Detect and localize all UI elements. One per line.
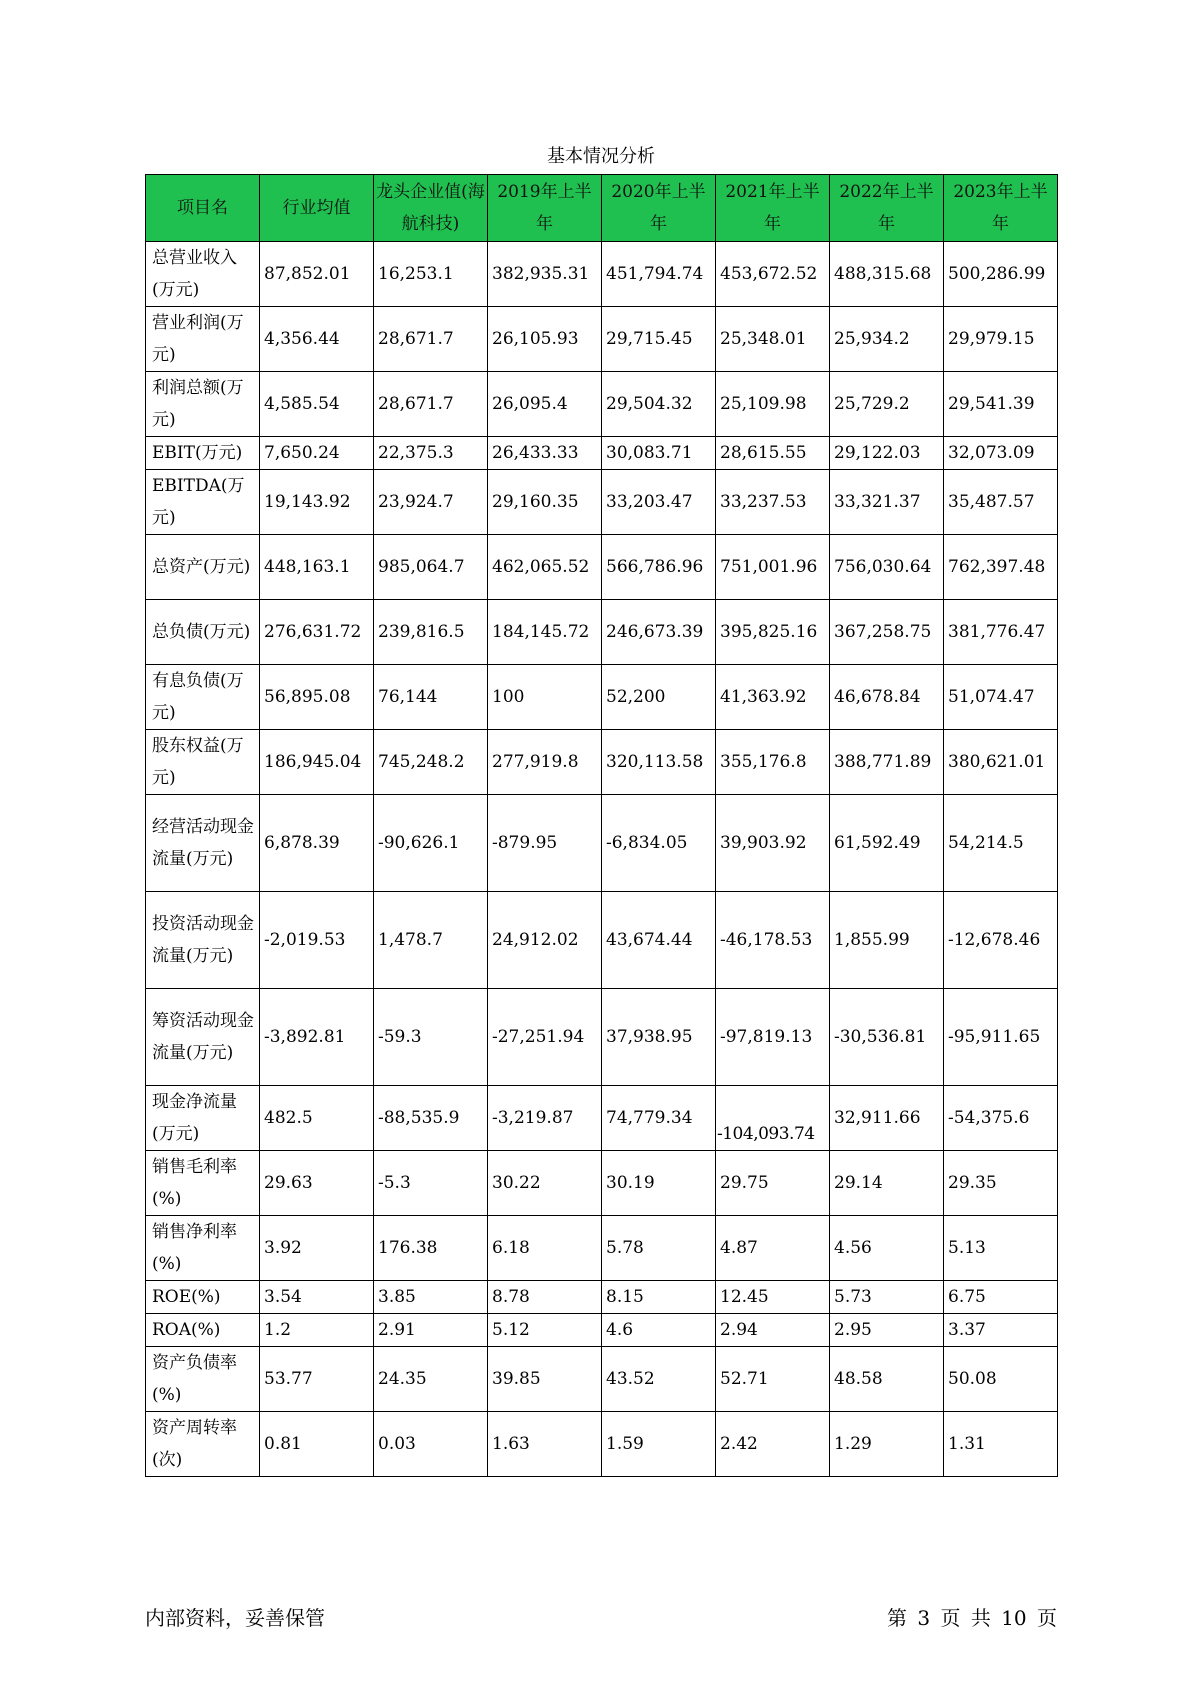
- cell-value: 985,064.7: [374, 535, 488, 600]
- cell-value: 388,771.89: [830, 730, 944, 795]
- cell-value: 756,030.64: [830, 535, 944, 600]
- cell-value: 745,248.2: [374, 730, 488, 795]
- cell-value: 4.56: [830, 1216, 944, 1281]
- table-row: [146, 1314, 1058, 1347]
- cell-value: 28,615.55: [716, 437, 830, 470]
- cell-value: 3.54: [260, 1281, 374, 1314]
- table-row: [146, 989, 1058, 1086]
- cell-value: 46,678.84: [830, 665, 944, 730]
- cell-value: 7,650.24: [260, 437, 374, 470]
- cell-value: 5.78: [602, 1216, 716, 1281]
- cell-value: 1,478.7: [374, 892, 488, 989]
- cell-value: 1.59: [602, 1412, 716, 1477]
- cell-value: 3.37: [944, 1314, 1058, 1347]
- header-cell-2019: 2019年上半年: [488, 175, 602, 242]
- cell-value: 32,911.66: [830, 1086, 944, 1151]
- table-row: [146, 1216, 1058, 1281]
- cell-value: 29.63: [260, 1151, 374, 1216]
- cell-value: 29.14: [830, 1151, 944, 1216]
- cell-value: -88,535.9: [374, 1086, 488, 1151]
- cell-value: 4.6: [602, 1314, 716, 1347]
- row-label: 总营业收入(万元): [146, 242, 260, 307]
- cell-value: 380,621.01: [944, 730, 1058, 795]
- cell-value: 26,105.93: [488, 307, 602, 372]
- row-label: 股东权益(万元): [146, 730, 260, 795]
- table-row: [146, 307, 1058, 372]
- footer-page-number: 第 3 页 共 10 页: [887, 1606, 1057, 1630]
- cell-value: 23,924.7: [374, 470, 488, 535]
- cell-value: -30,536.81: [830, 989, 944, 1086]
- header-cell-2022: 2022年上半年: [830, 175, 944, 242]
- cell-value: 6,878.39: [260, 795, 374, 892]
- cell-value: 500,286.99: [944, 242, 1058, 307]
- cell-value: 25,348.01: [716, 307, 830, 372]
- header-cell-leader: 龙头企业值(海航科技): [374, 175, 488, 242]
- table-row: [146, 437, 1058, 470]
- cell-value: 2.42: [716, 1412, 830, 1477]
- cell-value: 52,200: [602, 665, 716, 730]
- cell-value: 56,895.08: [260, 665, 374, 730]
- cell-value: 8.15: [602, 1281, 716, 1314]
- cell-value: -5.3: [374, 1151, 488, 1216]
- cell-value: 87,852.01: [260, 242, 374, 307]
- cell-value: 39.85: [488, 1347, 602, 1412]
- cell-value: 25,934.2: [830, 307, 944, 372]
- cell-value: 29,715.45: [602, 307, 716, 372]
- header-row: [146, 175, 1058, 242]
- table-row: [146, 1151, 1058, 1216]
- cell-value: -3,219.87: [488, 1086, 602, 1151]
- cell-value: 381,776.47: [944, 600, 1058, 665]
- cell-value: 482.5: [260, 1086, 374, 1151]
- cell-value: 751,001.96: [716, 535, 830, 600]
- cell-value: 100: [488, 665, 602, 730]
- cell-value: -3,892.81: [260, 989, 374, 1086]
- cell-value: 51,074.47: [944, 665, 1058, 730]
- row-label: ROE(%): [146, 1281, 260, 1314]
- row-label: 资产周转率(次): [146, 1412, 260, 1477]
- cell-value: -46,178.53: [716, 892, 830, 989]
- cell-value: 39,903.92: [716, 795, 830, 892]
- cell-value: 29,541.39: [944, 372, 1058, 437]
- table-row: [146, 242, 1058, 307]
- row-label: 总资产(万元): [146, 535, 260, 600]
- cell-value: 29,504.32: [602, 372, 716, 437]
- cell-value: 37,938.95: [602, 989, 716, 1086]
- cell-value: 320,113.58: [602, 730, 716, 795]
- row-label: 有息负债(万元): [146, 665, 260, 730]
- cell-value: 451,794.74: [602, 242, 716, 307]
- cell-value: 41,363.92: [716, 665, 830, 730]
- cell-value: 367,258.75: [830, 600, 944, 665]
- row-label: 利润总额(万元): [146, 372, 260, 437]
- cell-value: 566,786.96: [602, 535, 716, 600]
- cell-value: 462,065.52: [488, 535, 602, 600]
- cell-value: 28,671.7: [374, 307, 488, 372]
- table-row: [146, 1347, 1058, 1412]
- cell-value: -90,626.1: [374, 795, 488, 892]
- cell-value: 2.91: [374, 1314, 488, 1347]
- cell-value: 1.31: [944, 1412, 1058, 1477]
- cell-value: -59.3: [374, 989, 488, 1086]
- cell-value: 33,237.53: [716, 470, 830, 535]
- cell-value: 2.94: [716, 1314, 830, 1347]
- row-label: 筹资活动现金流量(万元): [146, 989, 260, 1086]
- cell-value: 33,203.47: [602, 470, 716, 535]
- cell-value: 0.03: [374, 1412, 488, 1477]
- cell-value: 5.12: [488, 1314, 602, 1347]
- cell-value: 52.71: [716, 1347, 830, 1412]
- cell-value: 5.73: [830, 1281, 944, 1314]
- cell-value: -879.95: [488, 795, 602, 892]
- cell-value: 30,083.71: [602, 437, 716, 470]
- header-cell-item: 项目名: [146, 175, 260, 242]
- table-row: [146, 1281, 1058, 1314]
- header-cell-2021: 2021年上半年: [716, 175, 830, 242]
- cell-value: -54,375.6: [944, 1086, 1058, 1151]
- page-title: 基本情况分析: [547, 146, 655, 167]
- cell-value: 22,375.3: [374, 437, 488, 470]
- cell-value: 19,143.92: [260, 470, 374, 535]
- cell-value: 1.2: [260, 1314, 374, 1347]
- cell-value: 246,673.39: [602, 600, 716, 665]
- cell-value: 2.95: [830, 1314, 944, 1347]
- cell-value: -97,819.13: [716, 989, 830, 1086]
- row-label: ROA(%): [146, 1314, 260, 1347]
- table-row: [146, 730, 1058, 795]
- cell-value: 3.85: [374, 1281, 488, 1314]
- cell-value: 29,160.35: [488, 470, 602, 535]
- cell-value: 239,816.5: [374, 600, 488, 665]
- cell-value: -12,678.46: [944, 892, 1058, 989]
- table-row: [146, 535, 1058, 600]
- table-row: [146, 470, 1058, 535]
- cell-value: 29,979.15: [944, 307, 1058, 372]
- cell-value: 35,487.57: [944, 470, 1058, 535]
- cell-value: 184,145.72: [488, 600, 602, 665]
- cell-value: 4,585.54: [260, 372, 374, 437]
- cell-value: 276,631.72: [260, 600, 374, 665]
- cell-value: 74,779.34: [602, 1086, 716, 1151]
- cell-value: 48.58: [830, 1347, 944, 1412]
- row-label: 现金净流量(万元): [146, 1086, 260, 1151]
- cell-value: 4.87: [716, 1216, 830, 1281]
- cell-value: 12.45: [716, 1281, 830, 1314]
- cell-value: 29.35: [944, 1151, 1058, 1216]
- table-row: [146, 1412, 1058, 1477]
- header-cell-industry-avg: 行业均值: [260, 175, 374, 242]
- cell-value: 6.18: [488, 1216, 602, 1281]
- cell-value: 277,919.8: [488, 730, 602, 795]
- cell-value: -95,911.65: [944, 989, 1058, 1086]
- header-cell-2020: 2020年上半年: [602, 175, 716, 242]
- row-label: 总负债(万元): [146, 600, 260, 665]
- cell-value: 1.63: [488, 1412, 602, 1477]
- cell-value: 25,729.2: [830, 372, 944, 437]
- cell-value: 488,315.68: [830, 242, 944, 307]
- table-row: [146, 372, 1058, 437]
- cell-value: 5.13: [944, 1216, 1058, 1281]
- footer-confidential-note: 内部资料，妥善保管: [145, 1606, 325, 1630]
- cell-value: 24,912.02: [488, 892, 602, 989]
- cell-value: 43.52: [602, 1347, 716, 1412]
- cell-value: 395,825.16: [716, 600, 830, 665]
- cell-value: 382,935.31: [488, 242, 602, 307]
- cell-value: 0.81: [260, 1412, 374, 1477]
- row-label: 资产负债率(%): [146, 1347, 260, 1412]
- cell-value: 43,674.44: [602, 892, 716, 989]
- cell-value: 30.22: [488, 1151, 602, 1216]
- cell-value: 453,672.52: [716, 242, 830, 307]
- cell-value: 26,095.4: [488, 372, 602, 437]
- cell-value: 1.29: [830, 1412, 944, 1477]
- row-label: 销售净利率(%): [146, 1216, 260, 1281]
- cell-value: 24.35: [374, 1347, 488, 1412]
- cell-value: 29,122.03: [830, 437, 944, 470]
- cell-value: 30.19: [602, 1151, 716, 1216]
- cell-value: 54,214.5: [944, 795, 1058, 892]
- cell-value: -2,019.53: [260, 892, 374, 989]
- row-label: EBIT(万元): [146, 437, 260, 470]
- cell-value: 33,321.37: [830, 470, 944, 535]
- cell-value: -104,093.74: [716, 1086, 830, 1151]
- table-row: [146, 892, 1058, 989]
- cell-value: 50.08: [944, 1347, 1058, 1412]
- cell-value: 176.38: [374, 1216, 488, 1281]
- header-cell-2023: 2023年上半年: [944, 175, 1058, 242]
- row-label: 销售毛利率(%): [146, 1151, 260, 1216]
- table-row: [146, 795, 1058, 892]
- cell-value: 4,356.44: [260, 307, 374, 372]
- table-row: [146, 600, 1058, 665]
- cell-value: 16,253.1: [374, 242, 488, 307]
- cell-value: 6.75: [944, 1281, 1058, 1314]
- cell-value: 26,433.33: [488, 437, 602, 470]
- cell-value: 76,144: [374, 665, 488, 730]
- cell-value: 28,671.7: [374, 372, 488, 437]
- cell-value: 29.75: [716, 1151, 830, 1216]
- cell-value: 448,163.1: [260, 535, 374, 600]
- cell-value: 3.92: [260, 1216, 374, 1281]
- table-row: [146, 665, 1058, 730]
- cell-value: 8.78: [488, 1281, 602, 1314]
- cell-value: -6,834.05: [602, 795, 716, 892]
- cell-value: 25,109.98: [716, 372, 830, 437]
- cell-value: 355,176.8: [716, 730, 830, 795]
- cell-value: 1,855.99: [830, 892, 944, 989]
- cell-value: 762,397.48: [944, 535, 1058, 600]
- row-label: EBITDA(万元): [146, 470, 260, 535]
- cell-value: 32,073.09: [944, 437, 1058, 470]
- analysis-table: [145, 174, 1058, 1477]
- row-label: 营业利润(万元): [146, 307, 260, 372]
- table-body: [146, 242, 1058, 1477]
- cell-value: 53.77: [260, 1347, 374, 1412]
- cell-value: 186,945.04: [260, 730, 374, 795]
- table-header: [146, 175, 1058, 242]
- cell-value: -27,251.94: [488, 989, 602, 1086]
- row-label: 投资活动现金流量(万元): [146, 892, 260, 989]
- cell-value: 61,592.49: [830, 795, 944, 892]
- row-label: 经营活动现金流量(万元): [146, 795, 260, 892]
- table-row: [146, 1086, 1058, 1151]
